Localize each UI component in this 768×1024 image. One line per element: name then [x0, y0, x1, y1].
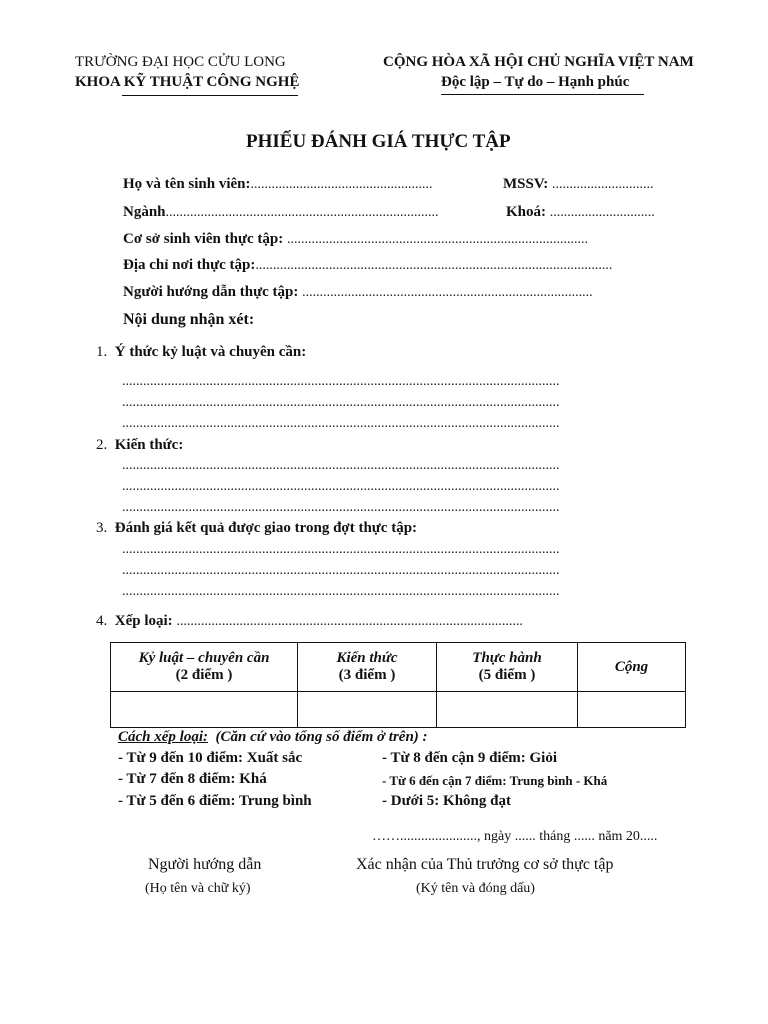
section-3-line-3: ............................................................................................................................. [122, 584, 560, 599]
country-motto: Độc lập – Tự do – Hạnh phúc [441, 74, 630, 90]
section-4-dots: ................................................................................................... [176, 614, 523, 629]
section-2-line-3: ............................................................................................................................. [122, 500, 560, 515]
score-col-practice [437, 643, 578, 692]
classification-heading [118, 729, 428, 746]
mssv-dots: ............................. [552, 177, 654, 192]
score-col-total: Cộng [578, 643, 686, 692]
signature-left-note: (Họ tên và chữ ký) [145, 881, 251, 896]
score-col-knowledge-points: (3 điểm ) [338, 667, 396, 683]
section-2-line-2: ............................................................................................................................. [122, 479, 560, 494]
signature-right-title: Xác nhận của Thủ trưởng cơ sở thực tập [356, 856, 614, 873]
address-field [123, 257, 612, 274]
student-name-dots: .................................................... [250, 177, 433, 192]
faculty-underline [122, 95, 298, 96]
company-dots: ...................................................................................... [286, 232, 588, 247]
supervisor-dots: ................................................................................... [302, 285, 593, 300]
major-dots: .............................................................................. [165, 205, 439, 220]
section-3-line-2: ............................................................................................................................. [122, 563, 560, 578]
score-cell-total[interactable] [578, 692, 686, 728]
supervisor-label: Người hướng dẫn thực tập: [123, 284, 299, 300]
section-4-label: Xếp loại: [114, 613, 173, 629]
country-name: CỘNG HÒA XÃ HỘI CHỦ NGHĨA VIỆT NAM [383, 54, 694, 70]
student-name-field [123, 176, 433, 193]
date-line: ……......................, ngày ...... tháng ...... năm 20..... [372, 829, 658, 844]
score-col-knowledge-title: Kiến thức [336, 650, 398, 666]
score-col-discipline-title: Kỷ luật – chuyên cần [138, 650, 270, 666]
address-label: Địa chỉ nơi thực tập: [123, 257, 256, 273]
section-2-label: Kiến thức: [114, 437, 184, 453]
score-cell-practice[interactable] [437, 692, 578, 728]
section-1-line-1: ............................................................................................................................. [122, 374, 560, 389]
page-title: PHIẾU ĐÁNH GIÁ THỰC TẬP [246, 131, 511, 152]
section-3-label: Đánh giá kết quả được giao trong đợt thực tập: [114, 520, 418, 536]
section-2-number: 2. [96, 437, 108, 453]
section-1-label: Ý thức kỷ luật và chuyên cần: [114, 344, 307, 360]
classification-item-excellent: - Từ 9 đến 10 điểm: Xuất sắc [118, 750, 303, 766]
signature-right-note: (Ký tên và đóng dấu) [416, 881, 535, 896]
section-1-line-3: ............................................................................................................................. [122, 416, 560, 431]
classification-item-fail: - Dưới 5: Không đạt [382, 793, 511, 809]
classification-item-average: - Từ 5 đến 6 điểm: Trung bình [118, 793, 312, 809]
supervisor-field [123, 284, 593, 301]
university-name: TRƯỜNG ĐẠI HỌC CỬU LONG [75, 54, 286, 70]
score-table-entry-row [111, 692, 686, 728]
major-field [123, 204, 439, 221]
score-table-header-row [111, 643, 686, 692]
section-3-title [96, 520, 417, 537]
course-dots: .............................. [549, 205, 655, 220]
section-4-number: 4. [96, 613, 108, 629]
section-4-title [96, 613, 523, 630]
score-col-practice-title: Thực hành [472, 650, 542, 666]
score-cell-knowledge[interactable] [298, 692, 437, 728]
motto-underline [441, 94, 644, 95]
section-2-title [96, 437, 183, 454]
classification-note: (Căn cứ vào tổng số điểm ở trên) : [215, 729, 428, 745]
student-name-label: Họ và tên sinh viên: [123, 176, 251, 192]
company-label: Cơ sở sinh viên thực tập: [123, 231, 284, 247]
classification-item-average-fair: - Từ 6 đến cận 7 điểm: Trung bình - Khá [382, 773, 608, 788]
section-3-line-1: ............................................................................................................................. [122, 542, 560, 557]
score-table [110, 642, 686, 728]
section-2-line-1: ............................................................................................................................. [122, 458, 560, 473]
score-col-knowledge [298, 643, 437, 692]
course-label: Khoá: [506, 204, 547, 220]
address-dots: ...................................................................................................... [255, 258, 613, 273]
section-3-number: 3. [96, 520, 108, 536]
section-1-line-2: ............................................................................................................................. [122, 395, 560, 410]
classification-item-good: - Từ 8 đến cận 9 điểm: Giỏi [382, 750, 557, 766]
faculty-name: KHOA KỸ THUẬT CÔNG NGHỆ [75, 74, 300, 90]
comment-heading: Nội dung nhận xét: [123, 311, 255, 328]
classification-label: Cách xếp loại: [118, 729, 208, 745]
mssv-field [503, 176, 654, 193]
score-col-discipline [111, 643, 298, 692]
major-label: Ngành [123, 204, 166, 220]
score-col-practice-points: (5 điểm ) [478, 667, 536, 683]
course-field [506, 204, 655, 221]
classification-item-fair: - Từ 7 đến 8 điểm: Khá [118, 771, 267, 787]
mssv-label: MSSV: [503, 176, 549, 192]
section-1-title [96, 344, 306, 361]
score-col-discipline-points: (2 điểm ) [175, 667, 233, 683]
company-field [123, 231, 588, 248]
signature-left-title: Người hướng dẫn [148, 856, 262, 873]
section-1-number: 1. [96, 344, 108, 360]
score-cell-discipline[interactable] [111, 692, 298, 728]
